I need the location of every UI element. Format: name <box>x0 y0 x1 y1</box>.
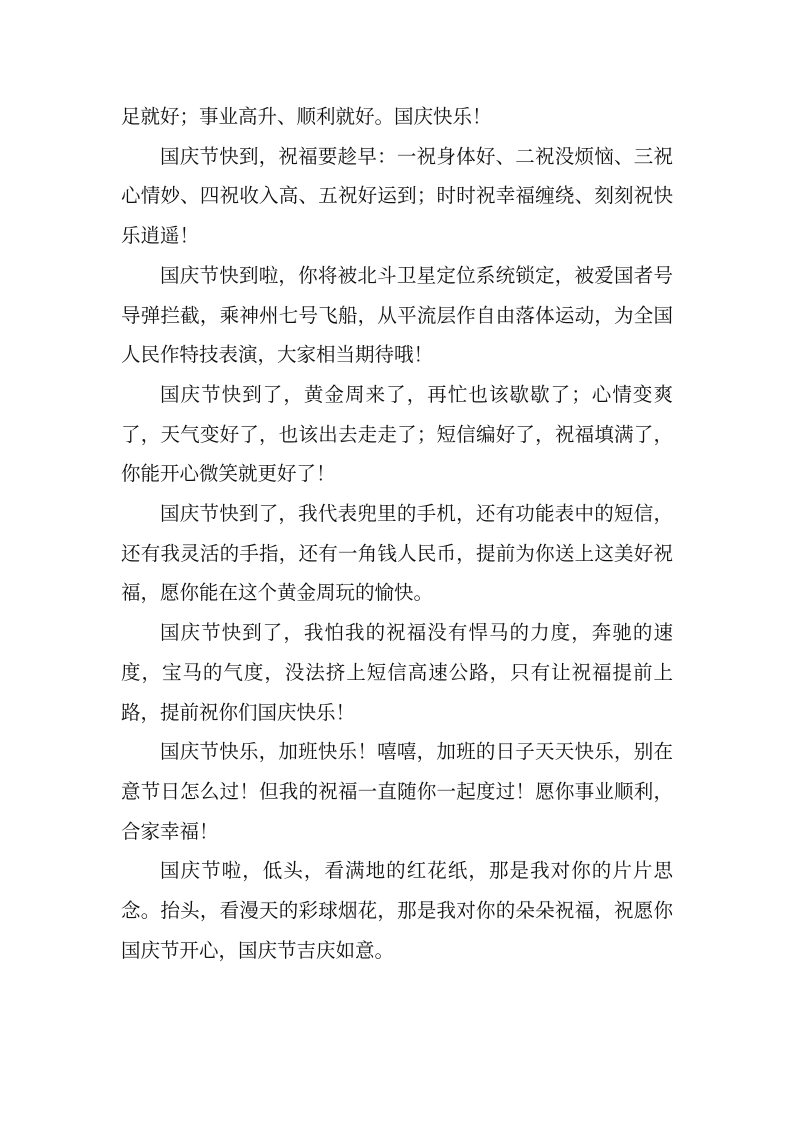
paragraph-greeting-early: 国庆节快到，祝福要趁早：一祝身体好、二祝没烦恼、三祝心情妙、四祝收入高、五祝好运到；时时祝幸福缠绕、刻刻祝快乐逍遥！ <box>121 144 673 248</box>
document-body <box>121 97 673 970</box>
paragraph-greeting-fireworks: 国庆节啦，低头，看满地的红花纸，那是我对你的片片思念。抬头，看漫天的彩球烟花，那是我对你的朵朵祝福，祝愿你国庆节开心，国庆节吉庆如意。 <box>121 859 673 962</box>
paragraph-greeting-beidou: 国庆节快到啦，你将被北斗卫星定位系统锁定，被爱国者号导弹拦截，乘神州七号飞船，从平流层作自由落体运动，为全国人民作特技表演，大家相当期待哦！ <box>121 263 673 367</box>
paragraph-greeting-overtime: 国庆节快乐，加班快乐！嘻嘻，加班的日子天天快乐，别在意节日怎么过！但我的祝福一直随你一起度过！愿你事业顺利，合家幸福！ <box>121 740 673 843</box>
paragraph-greeting-golden-week: 国庆节快到了，黄金周来了，再忙也该歇歇了；心情变爽了，天气变好了，也该出去走走了；短信编好了，祝福填满了，你能开心微笑就更好了！ <box>121 382 673 486</box>
paragraph-greeting-phone: 国庆节快到了，我代表兜里的手机，还有功能表中的短信，还有我灵活的手指，还有一角钱人民币，提前为你送上这美好祝福，愿你能在这个黄金周玩的愉快。 <box>121 502 673 605</box>
paragraph-greeting-hummer: 国庆节快到了，我怕我的祝福没有悍马的力度，奔驰的速度，宝马的气度，没法挤上短信高速公路，只有让祝福提前上路，提前祝你们国庆快乐！ <box>121 621 673 724</box>
paragraph-continued: 足就好；事业高升、顺利就好。国庆快乐！ <box>121 105 492 128</box>
